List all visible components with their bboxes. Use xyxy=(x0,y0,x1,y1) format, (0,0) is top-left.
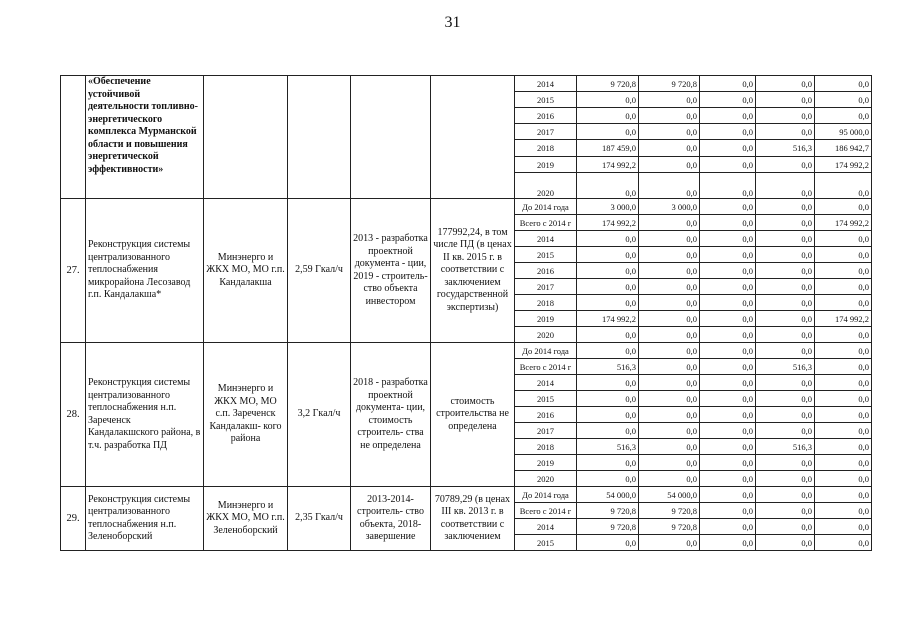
value-cell: 0,0 xyxy=(756,173,815,199)
value-cell: 54 000,0 xyxy=(577,487,639,503)
value-cell: 0,0 xyxy=(756,535,815,551)
table-row xyxy=(61,487,872,503)
value-cell: 0,0 xyxy=(577,423,639,439)
cost-cell: 70789,29 (в ценах III кв. 2013 г. в соответствии с заключением xyxy=(431,487,515,551)
value-cell: 0,0 xyxy=(700,92,756,108)
value-cell: 0,0 xyxy=(577,471,639,487)
value-cell: 0,0 xyxy=(700,327,756,343)
value-cell: 0,0 xyxy=(815,263,872,279)
year-cell: 2019 xyxy=(515,157,577,173)
year-cell: До 2014 года xyxy=(515,487,577,503)
value-cell: 0,0 xyxy=(815,76,872,92)
year-cell: 2016 xyxy=(515,407,577,423)
value-cell: 0,0 xyxy=(639,391,700,407)
value-cell: 0,0 xyxy=(639,359,700,375)
capacity-cell: 2,35 Гкал/ч xyxy=(288,487,351,551)
cost-cell xyxy=(431,76,515,199)
value-cell: 0,0 xyxy=(815,295,872,311)
table-row xyxy=(61,76,872,92)
value-cell: 0,0 xyxy=(577,407,639,423)
value-cell: 0,0 xyxy=(577,173,639,199)
year-cell: 2014 xyxy=(515,519,577,535)
value-cell: 9 720,8 xyxy=(577,76,639,92)
value-cell: 0,0 xyxy=(577,263,639,279)
value-cell: 9 720,8 xyxy=(577,519,639,535)
value-cell: 0,0 xyxy=(815,231,872,247)
value-cell: 0,0 xyxy=(700,247,756,263)
period-cell: 2013 - разработка проектной документа - ции, 2019 - строитель- ство объекта инвестором xyxy=(351,199,431,343)
value-cell: 0,0 xyxy=(815,173,872,199)
value-cell: 0,0 xyxy=(815,519,872,535)
cost-cell: стоимость строительства не определена xyxy=(431,343,515,487)
value-cell: 0,0 xyxy=(756,231,815,247)
value-cell: 0,0 xyxy=(639,327,700,343)
table-row xyxy=(61,343,872,359)
value-cell: 174 992,2 xyxy=(577,157,639,173)
value-cell: 516,3 xyxy=(756,140,815,157)
value-cell: 174 992,2 xyxy=(577,215,639,231)
year-cell: 2018 xyxy=(515,439,577,455)
value-cell: 0,0 xyxy=(639,215,700,231)
year-cell: Всего с 2014 г xyxy=(515,359,577,375)
value-cell: 0,0 xyxy=(756,407,815,423)
capacity-cell: 2,59 Гкал/ч xyxy=(288,199,351,343)
year-cell: 2015 xyxy=(515,92,577,108)
project-name: Реконструкция системы централизованного теплоснабжения н.п. Зареченск Кандалакшского района, в т.ч. разработка ПД xyxy=(86,343,204,487)
value-cell: 0,0 xyxy=(577,343,639,359)
value-cell: 0,0 xyxy=(639,247,700,263)
value-cell: 0,0 xyxy=(756,295,815,311)
value-cell: 0,0 xyxy=(815,455,872,471)
value-cell: 0,0 xyxy=(700,471,756,487)
value-cell: 0,0 xyxy=(756,215,815,231)
value-cell: 516,3 xyxy=(577,439,639,455)
value-cell: 0,0 xyxy=(756,199,815,215)
value-cell: 0,0 xyxy=(700,199,756,215)
value-cell: 0,0 xyxy=(815,343,872,359)
value-cell: 0,0 xyxy=(756,124,815,140)
value-cell: 0,0 xyxy=(756,503,815,519)
capacity-cell: 3,2 Гкал/ч xyxy=(288,343,351,487)
value-cell: 95 000,0 xyxy=(815,124,872,140)
value-cell: 0,0 xyxy=(577,108,639,124)
value-cell: 0,0 xyxy=(815,471,872,487)
value-cell: 0,0 xyxy=(700,215,756,231)
value-cell: 9 720,8 xyxy=(639,519,700,535)
value-cell: 0,0 xyxy=(639,157,700,173)
year-cell: 2020 xyxy=(515,471,577,487)
value-cell: 0,0 xyxy=(639,535,700,551)
value-cell: 174 992,2 xyxy=(577,311,639,327)
value-cell: 0,0 xyxy=(756,487,815,503)
year-cell: 2017 xyxy=(515,423,577,439)
value-cell: 0,0 xyxy=(700,108,756,124)
value-cell: 0,0 xyxy=(756,343,815,359)
year-cell: 2020 xyxy=(515,173,577,199)
value-cell: 0,0 xyxy=(700,519,756,535)
value-cell: 0,0 xyxy=(815,487,872,503)
year-cell: 2019 xyxy=(515,455,577,471)
project-number xyxy=(61,76,86,199)
value-cell: 0,0 xyxy=(700,231,756,247)
value-cell: 0,0 xyxy=(577,247,639,263)
value-cell: 3 000,0 xyxy=(577,199,639,215)
value-cell: 0,0 xyxy=(756,375,815,391)
project-name: Реконструкция системы централизованного теплоснабжения н.п. Зеленоборский xyxy=(86,487,204,551)
value-cell: 516,3 xyxy=(577,359,639,375)
value-cell: 0,0 xyxy=(639,263,700,279)
value-cell: 0,0 xyxy=(639,455,700,471)
value-cell: 0,0 xyxy=(577,279,639,295)
value-cell: 0,0 xyxy=(577,375,639,391)
cost-cell: 177992,24, в том числе ПД (в ценах II кв. 2015 г. в соответствии с заключением государственной экспертизы) xyxy=(431,199,515,343)
year-cell: 2016 xyxy=(515,263,577,279)
value-cell: 0,0 xyxy=(700,391,756,407)
value-cell: 0,0 xyxy=(700,487,756,503)
value-cell: 9 720,8 xyxy=(639,503,700,519)
value-cell: 0,0 xyxy=(577,92,639,108)
value-cell: 0,0 xyxy=(756,455,815,471)
value-cell: 0,0 xyxy=(815,327,872,343)
project-number: 28. xyxy=(61,343,86,487)
period-cell: 2013-2014- строитель- ство объекта, 2018- завершение xyxy=(351,487,431,551)
value-cell: 0,0 xyxy=(815,439,872,455)
value-cell: 0,0 xyxy=(639,295,700,311)
year-cell: 2014 xyxy=(515,231,577,247)
value-cell: 0,0 xyxy=(756,311,815,327)
value-cell: 0,0 xyxy=(815,375,872,391)
value-cell: 0,0 xyxy=(815,391,872,407)
value-cell: 0,0 xyxy=(815,279,872,295)
capacity-cell xyxy=(288,76,351,199)
value-cell: 174 992,2 xyxy=(815,157,872,173)
value-cell: 0,0 xyxy=(815,247,872,263)
value-cell: 174 992,2 xyxy=(815,215,872,231)
value-cell: 0,0 xyxy=(700,157,756,173)
value-cell: 0,0 xyxy=(700,455,756,471)
value-cell: 0,0 xyxy=(700,423,756,439)
project-number: 29. xyxy=(61,487,86,551)
value-cell: 0,0 xyxy=(756,423,815,439)
value-cell: 0,0 xyxy=(577,124,639,140)
value-cell: 0,0 xyxy=(815,407,872,423)
value-cell: 0,0 xyxy=(700,263,756,279)
value-cell: 0,0 xyxy=(700,439,756,455)
value-cell: 0,0 xyxy=(577,535,639,551)
value-cell: 0,0 xyxy=(700,407,756,423)
year-cell: Всего с 2014 г xyxy=(515,215,577,231)
value-cell: 0,0 xyxy=(700,503,756,519)
value-cell: 0,0 xyxy=(815,535,872,551)
value-cell: 9 720,8 xyxy=(639,76,700,92)
year-cell: 2015 xyxy=(515,535,577,551)
value-cell: 187 459,0 xyxy=(577,140,639,157)
period-cell xyxy=(351,76,431,199)
value-cell: 0,0 xyxy=(756,108,815,124)
value-cell: 3 000,0 xyxy=(639,199,700,215)
value-cell: 516,3 xyxy=(756,359,815,375)
year-cell: 2015 xyxy=(515,391,577,407)
value-cell: 0,0 xyxy=(756,391,815,407)
value-cell: 0,0 xyxy=(700,295,756,311)
value-cell: 0,0 xyxy=(700,140,756,157)
value-cell: 0,0 xyxy=(639,140,700,157)
value-cell: 0,0 xyxy=(756,519,815,535)
value-cell: 0,0 xyxy=(756,247,815,263)
value-cell: 0,0 xyxy=(639,173,700,199)
value-cell: 0,0 xyxy=(700,375,756,391)
value-cell: 0,0 xyxy=(639,124,700,140)
year-cell: 2014 xyxy=(515,375,577,391)
value-cell: 0,0 xyxy=(639,343,700,359)
value-cell: 0,0 xyxy=(639,92,700,108)
project-name: «Обеспечение устойчивой деятельности топливно-энергетического комплекса Мурманской области и повышения энергетической эффективности» xyxy=(86,76,204,199)
value-cell: 0,0 xyxy=(639,108,700,124)
value-cell: 54 000,0 xyxy=(639,487,700,503)
value-cell: 0,0 xyxy=(577,327,639,343)
value-cell: 0,0 xyxy=(700,279,756,295)
value-cell: 516,3 xyxy=(756,439,815,455)
value-cell: 0,0 xyxy=(639,279,700,295)
value-cell: 0,0 xyxy=(815,199,872,215)
year-cell: 2017 xyxy=(515,279,577,295)
value-cell: 0,0 xyxy=(700,76,756,92)
value-cell: 0,0 xyxy=(639,407,700,423)
table-row xyxy=(61,199,872,215)
value-cell: 186 942,7 xyxy=(815,140,872,157)
page-number: 31 xyxy=(444,14,461,31)
year-cell: 2018 xyxy=(515,295,577,311)
year-cell: 2018 xyxy=(515,140,577,157)
value-cell: 0,0 xyxy=(700,173,756,199)
year-cell: До 2014 года xyxy=(515,343,577,359)
budget-table xyxy=(60,75,872,551)
year-cell: Всего с 2014 г xyxy=(515,503,577,519)
value-cell: 0,0 xyxy=(815,423,872,439)
value-cell: 0,0 xyxy=(639,311,700,327)
period-cell: 2018 - разработка проектной документа- ции, стоимость строитель- ства не определена xyxy=(351,343,431,487)
customer-cell xyxy=(204,76,288,199)
year-cell: 2015 xyxy=(515,247,577,263)
value-cell: 0,0 xyxy=(756,327,815,343)
year-cell: До 2014 года xyxy=(515,199,577,215)
value-cell: 0,0 xyxy=(756,92,815,108)
value-cell: 0,0 xyxy=(756,279,815,295)
value-cell: 0,0 xyxy=(815,359,872,375)
year-cell: 2016 xyxy=(515,108,577,124)
project-name: Реконструкция системы централизованного теплоснабжения микрорайона Лесозавод г.п. Кандалакша* xyxy=(86,199,204,343)
value-cell: 0,0 xyxy=(639,439,700,455)
value-cell: 0,0 xyxy=(639,231,700,247)
value-cell: 0,0 xyxy=(700,124,756,140)
year-cell: 2017 xyxy=(515,124,577,140)
value-cell: 174 992,2 xyxy=(815,311,872,327)
value-cell: 0,0 xyxy=(639,471,700,487)
value-cell: 0,0 xyxy=(756,157,815,173)
customer-cell: Минэнерго и ЖКХ МО, МО г.п. Кандалакша xyxy=(204,199,288,343)
year-cell: 2019 xyxy=(515,311,577,327)
value-cell: 0,0 xyxy=(815,503,872,519)
value-cell: 0,0 xyxy=(577,455,639,471)
value-cell: 0,0 xyxy=(815,108,872,124)
value-cell: 0,0 xyxy=(815,92,872,108)
value-cell: 9 720,8 xyxy=(577,503,639,519)
value-cell: 0,0 xyxy=(577,295,639,311)
year-cell: 2014 xyxy=(515,76,577,92)
value-cell: 0,0 xyxy=(756,471,815,487)
value-cell: 0,0 xyxy=(756,263,815,279)
value-cell: 0,0 xyxy=(639,423,700,439)
year-cell: 2020 xyxy=(515,327,577,343)
value-cell: 0,0 xyxy=(700,343,756,359)
value-cell: 0,0 xyxy=(577,231,639,247)
value-cell: 0,0 xyxy=(639,375,700,391)
customer-cell: Минэнерго и ЖКХ МО, МО с.п. Зареченск Кандалакш- кого района xyxy=(204,343,288,487)
value-cell: 0,0 xyxy=(700,311,756,327)
value-cell: 0,0 xyxy=(700,535,756,551)
value-cell: 0,0 xyxy=(700,359,756,375)
customer-cell: Минэнерго и ЖКХ МО, МО г.п. Зеленоборский xyxy=(204,487,288,551)
project-number: 27. xyxy=(61,199,86,343)
value-cell: 0,0 xyxy=(577,391,639,407)
value-cell: 0,0 xyxy=(756,76,815,92)
